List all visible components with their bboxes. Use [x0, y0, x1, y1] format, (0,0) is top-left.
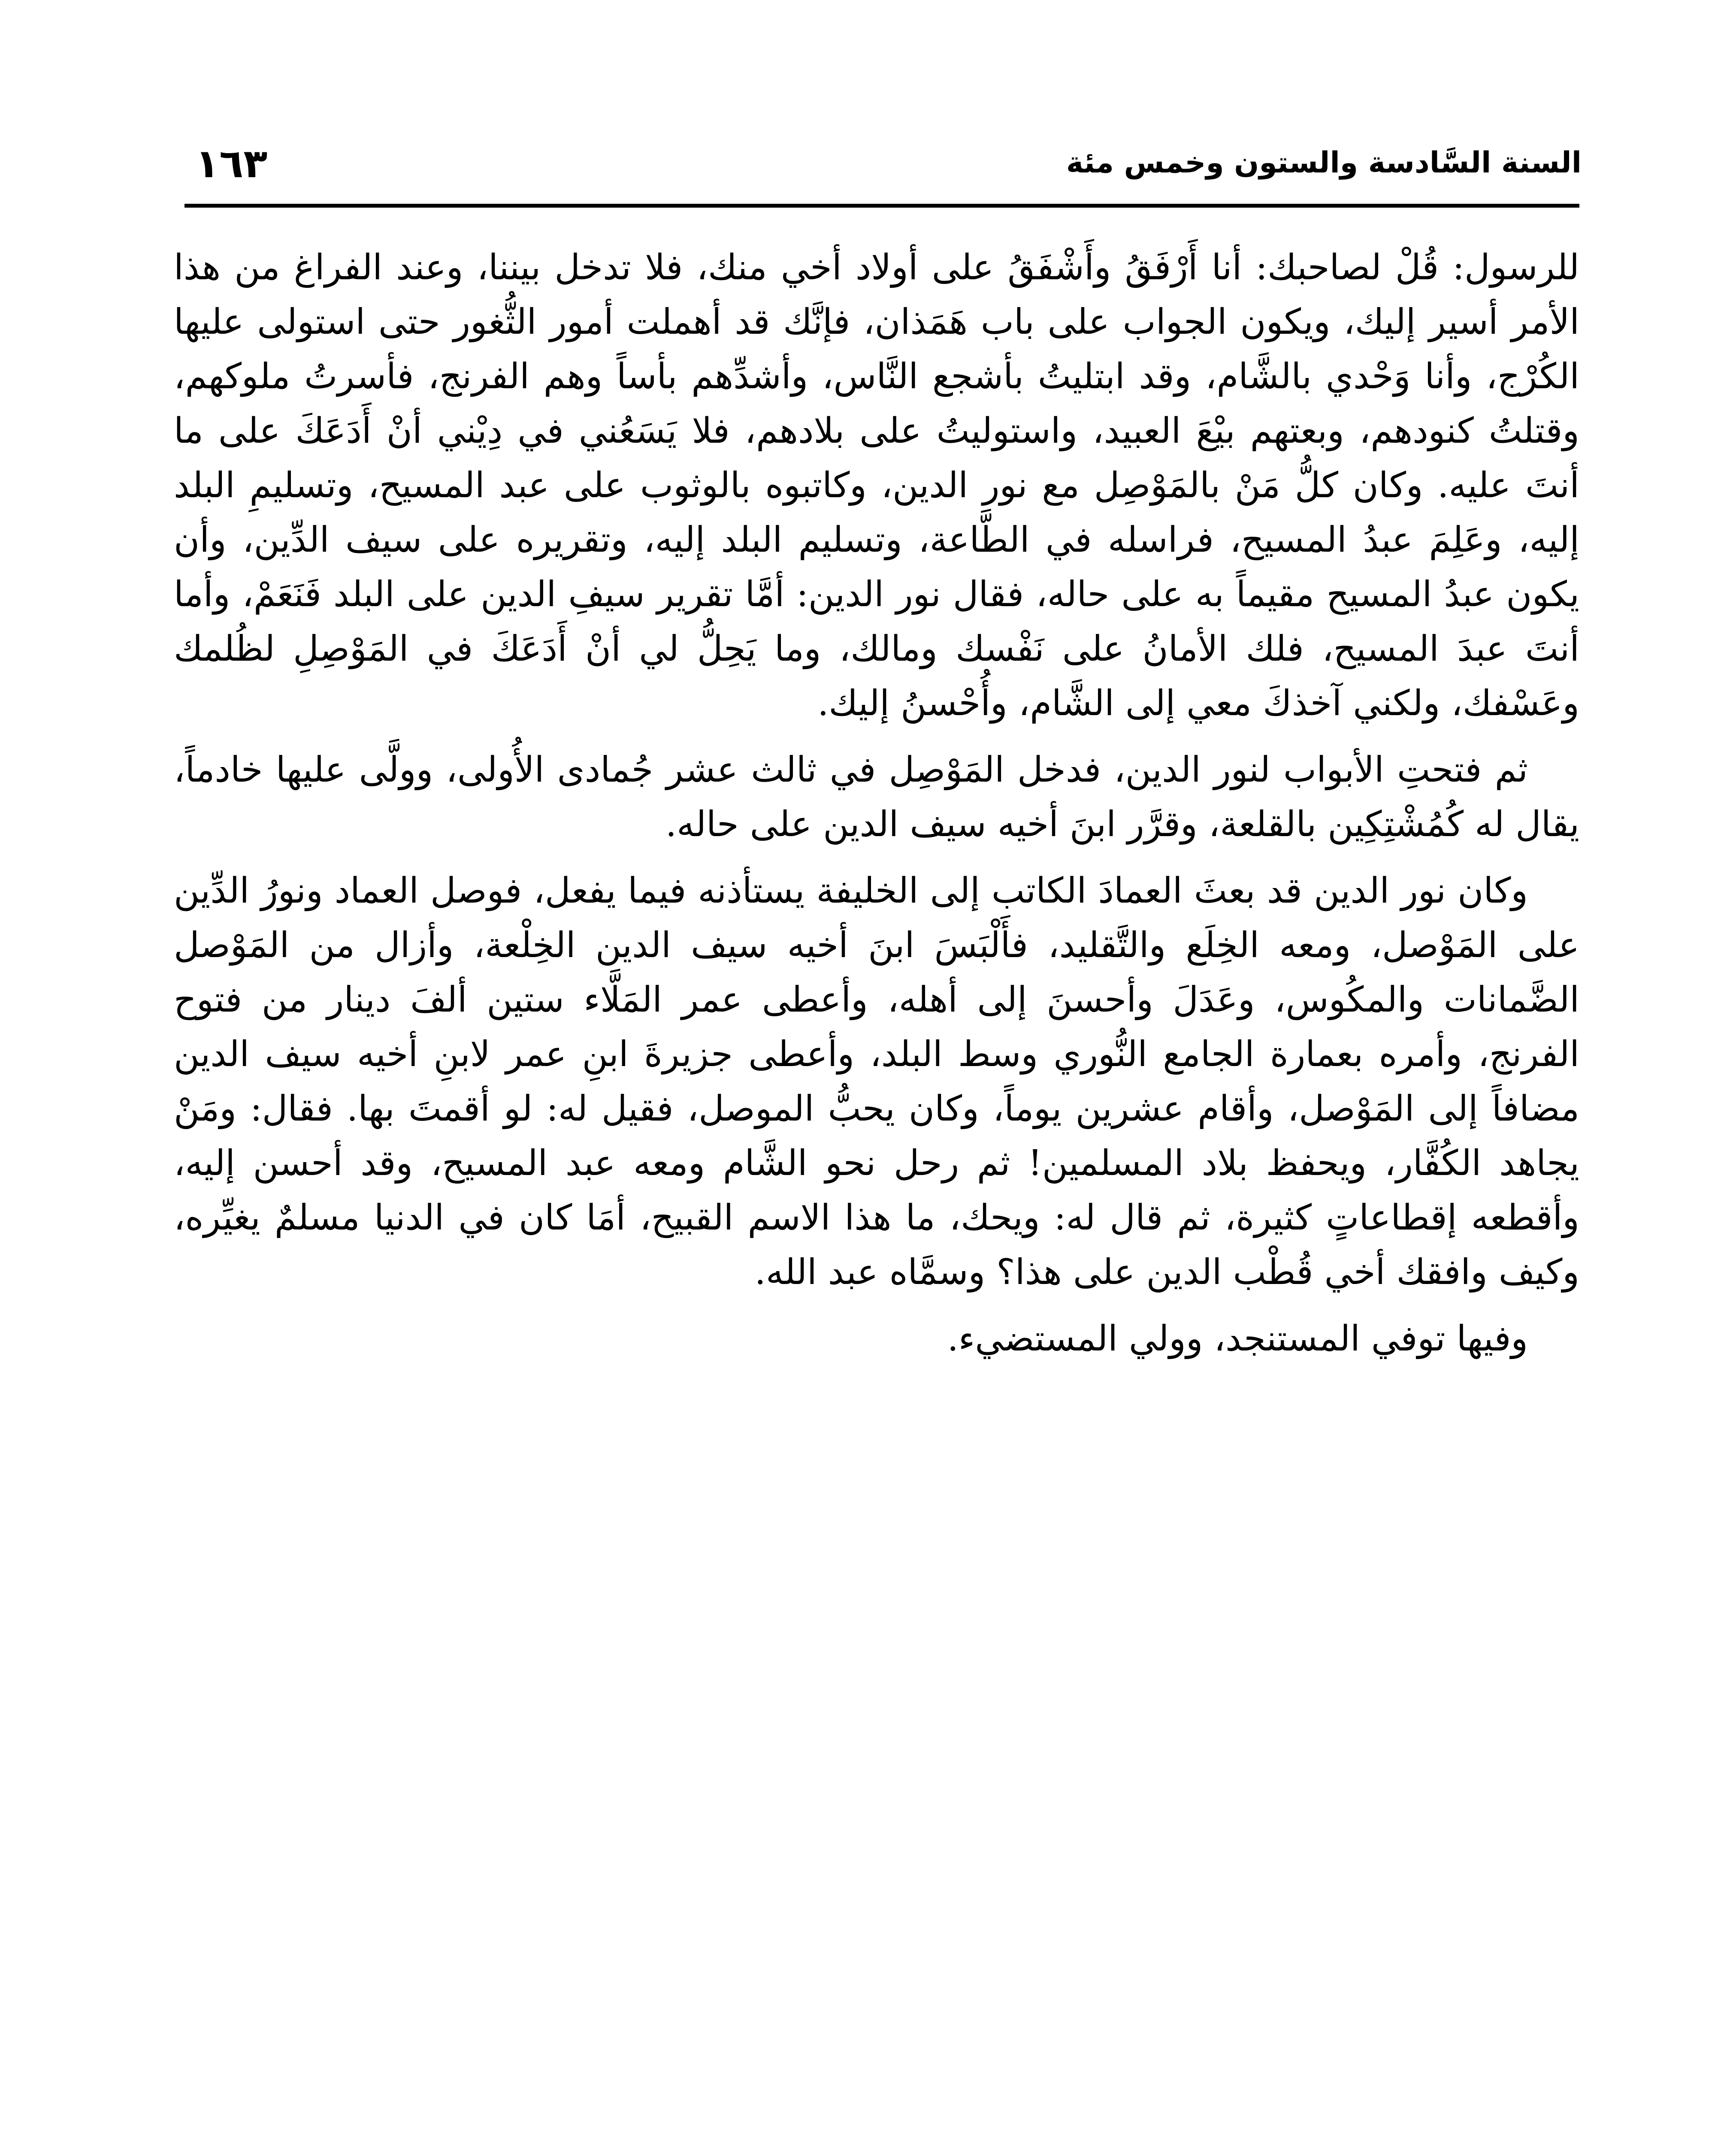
paragraph: ثم فتحتِ الأبواب لنور الدين، فدخل المَوْصِل في ثالث عشر جُمادى الأُولى، وولَّى عليها خادماً، يقال له كُمُشْتِكِين بالقلعة، وقرَّر ابنَ أخيه سيف الدين على حاله. [174, 749, 1579, 845]
header-divider [184, 204, 1579, 208]
paragraph: للرسول: قُلْ لصاحبك: أنا أَرْفَقُ وأَشْفَقُ على أولاد أخي منك، فلا تدخل بيننا، وعند الفراغ من هذا الأمر أسير إليك، ويكون الجواب على باب هَمَذان، فإنَّك قد أهملت أمور الثُّغور حتى استولى عليها الكُرْج، وأنا وَحْدي بالشَّام، وقد ابتليتُ بأشجع النَّاس، وأشدِّهم بأساً وهم الفرنج، فأسرتُ ملوكهم، وقتلتُ كنودهم، وبعتهم بيْعَ العبيد، واستوليتُ على بلادهم، فلا يَسَعُني في دِيْني أنْ أَدَعَكَ على ما أنتَ عليه. وكان كلُّ مَنْ بالمَوْصِل مع نور الدين، وكاتبوه بالوثوب على عبد المسيح، وتسليمِ البلد إليه، وعَلِمَ عبدُ المسيح، فراسله في الطَّاعة، وتسليم البلد إليه، وتقريره على سيف الدِّين، وأن يكون عبدُ المسيح مقيماً به على حاله، فقال نور الدين: أمَّا تقرير سيفِ الدين على البلد فَنَعَمْ، وأما أنتَ عبدَ المسيح، فلك الأمانُ على نَفْسك ومالك، وما يَحِلُّ لي أنْ أَدَعَكَ في المَوْصِلِ لظُلمك وعَسْفك، ولكني آخذكَ معي إلى الشَّام، وأُحْسنُ إليك. [174, 247, 1579, 724]
page-header [178, 129, 1582, 193]
paragraph: وكان نور الدين قد بعثَ العمادَ الكاتب إلى الخليفة يستأذنه فيما يفعل، فوصل العماد ونورُ الدِّين على المَوْصل، ومعه الخِلَع والتَّقليد، فأَلْبَسَ ابنَ أخيه سيف الدين الخِلْعة، وأزال من المَوْصل الضَّمانات والمكُوس، وعَدَلَ وأحسنَ إلى أهله، وأعطى عمر المَلَّاء ستين ألفَ دينار من فتوح الفرنج، وأمره بعمارة الجامع النُّوري وسط البلد، وأعطى جزيرةَ ابنِ عمر لابنِ أخيه سيف الدين مضافاً إلى المَوْصل، وأقام عشرين يوماً، وكان يحبُّ الموصل، فقيل له: لو أقمتَ بها. فقال: ومَنْ يجاهد الكُفَّار، ويحفظ بلاد المسلمين! ثم رحل نحو الشَّام ومعه عبد المسيح، وقد أحسن إليه، وأقطعه إقطاعاتٍ كثيرة، ثم قال له: ويحك، ما هذا الاسم القبيح، أمَا كان في الدنيا مسلمٌ يغيِّره، وكيف وافقك أخي قُطْب الدين على هذا؟ وسمَّاه عبد الله. [174, 870, 1579, 1293]
body-text [174, 240, 1579, 1376]
running-title: السنة السَّادسة والستون وخمس مئة [1066, 146, 1582, 180]
paragraph: وفيها توفي المستنجد، وولي المستضيء. [947, 1318, 1528, 1359]
page-number: ١٦٣ [195, 141, 268, 187]
